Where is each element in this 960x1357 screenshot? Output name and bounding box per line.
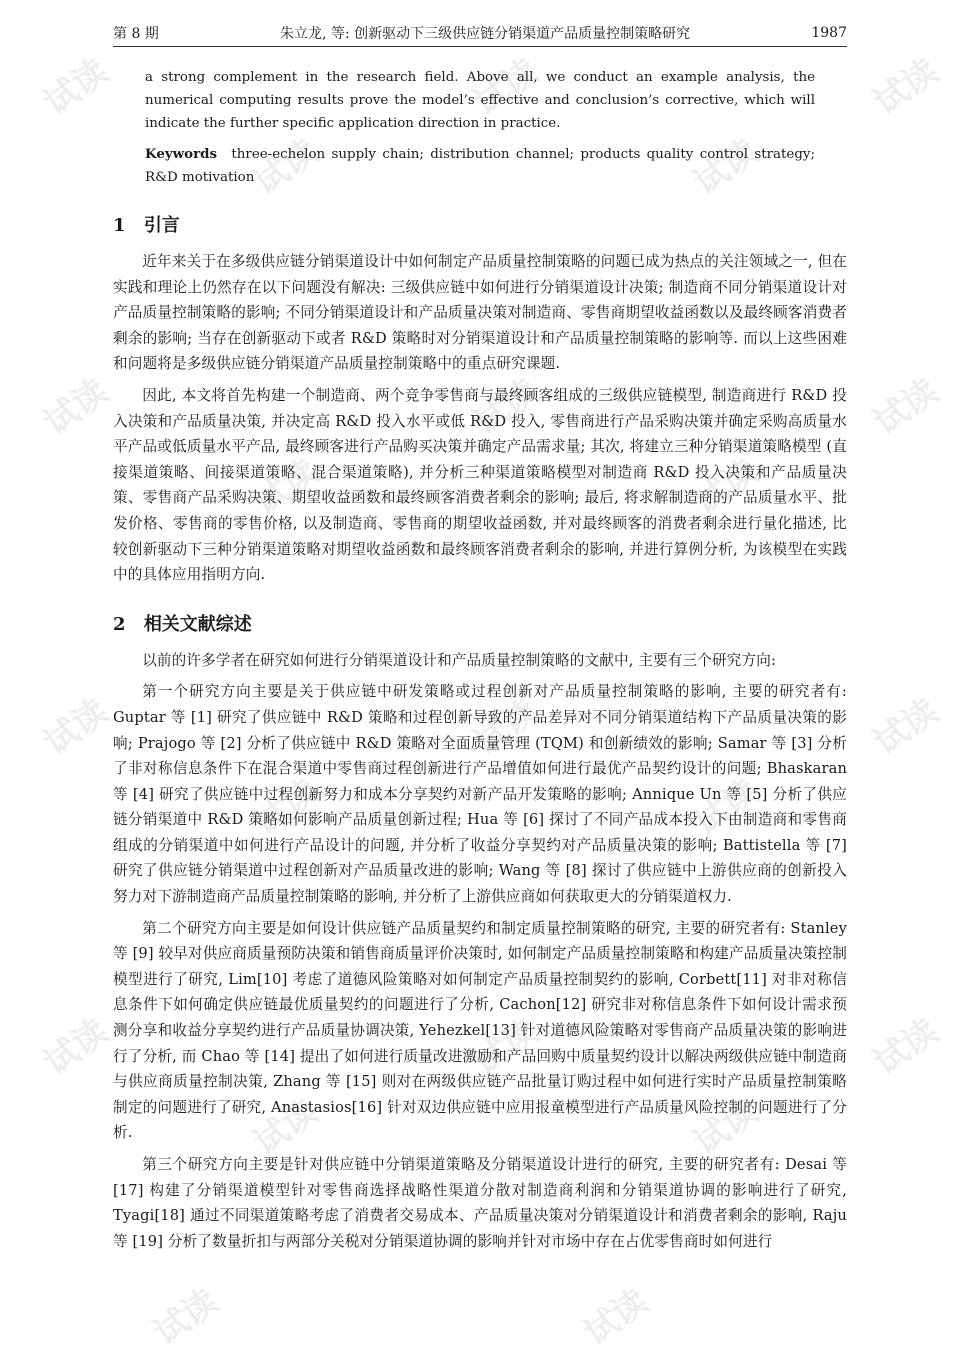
watermark-text: 试读	[36, 691, 116, 764]
page-content	[113, 62, 847, 1254]
paragraph: 近年来关于在多级供应链分销渠道设计中如何制定产品质量控制策略的问题已成为热点的关注领域之一, 但在实践和理论上仍然存在以下问题没有解决: 三级供应链中如何进行分销渠道设计决策; 制造商不同分销渠道设计对产品质量控制策略的影响; 不同分销渠道设计和产品质量决策对制造商、零售商期望收益函数以及最终顾客消费者剩余的影响; 当存在创新驱动下或者 R&D 策略时对分销渠道设计和产品质量控制策略的影响等. 而以上这些困难和问题将是多级供应链分销渠道产品质量控制策略中的重点研究课题.	[113, 253, 847, 373]
watermark-text: 试读	[246, 771, 326, 844]
section-heading-2	[113, 610, 847, 636]
keywords-text: three-echelon supply chain; distribution channel; products quality control strategy; R&D motivation	[145, 147, 815, 185]
watermark-text: 试读	[146, 1281, 226, 1354]
watermark-text: 试读	[246, 131, 326, 204]
watermark-text: 试读	[466, 371, 546, 444]
watermark-text: 试读	[466, 1011, 546, 1084]
watermark-text: 试读	[246, 1091, 326, 1164]
watermark-text: 试读	[686, 771, 766, 844]
watermark-text: 试读	[466, 691, 546, 764]
section-title: 相关文献综述	[143, 613, 252, 635]
watermark-text: 试读	[36, 371, 116, 444]
watermark-text: 试读	[866, 371, 946, 444]
paragraph: 因此, 本文将首先构建一个制造商、两个竞争零售商与最终顾客组成的三级供应链模型, 制造商进行 R&D 投入决策和产品质量决策, 并决定高 R&D 投入水平或低 R&D 投入, 零售商进行产品采购决策并确定采购高质量水平产品或低质量水平产品, 最终顾客进行产品购买决策并确定产品需求量; 其次, 将建立三种分销渠道策略模型 (直接渠道策略、间接渠道策略、混合渠道策略), 并分析三种渠道策略模型对制造商 R&D 投入决策和产品质量决策、零售商产品采购决策、期望收益函数和最终顾客消费者剩余的影响; 最后, 将求解制造商的产品质量水平、批发价格、零售商的零售价格, 以及制造商、零售商的期望收益函数, 并对最终顾客的消费者剩余进行量化描述, 比较创新驱动下三种分销渠道策略对期望收益函数和最终顾客消费者剩余的影响, 并进行算例分析, 为该模型在实践中的具体应用指明方向.	[113, 386, 847, 584]
watermark-text: 试读	[686, 131, 766, 204]
paragraph: 以前的许多学者在研究如何进行分销渠道设计和产品质量控制策略的文献中, 主要有三个研究方向:	[142, 651, 777, 669]
keywords-label: Keywords	[145, 146, 218, 162]
section-number: 2	[113, 613, 126, 635]
watermark-text: 试读	[686, 451, 766, 524]
issue-label: 第 8 期	[113, 26, 159, 42]
section-title: 引言	[143, 215, 180, 236]
paragraph: 第一个研究方向主要是关于供应链中研发策略或过程创新对产品质量控制策略的影响, 主要的研究者有: Guptar 等 [1] 研究了供应链中 R&D 策略和过程创新导致的产品差异对不同分销渠道结构下产品质量决策的影响; Prajogo 等 [2] 分析了供应链中 R&D 策略对全面质量管理 (TQM) 和创新绩效的影响; Samar 等 [3] 分析了非对称信息条件下在混合渠道中零售商过程创新进行产品增值如何进行最优产品契约设计的问题; Bhaskaran 等 [4] 研究了供应链中过程创新努力和成本分享契约对新产品开发策略的影响; Annique Un 等 [5] 分析了供应链分销渠道中 R&D 策略如何影响产品质量创新过程; Hua 等 [6] 探讨了不同产品成本投入下由制造商和零售商组成的分销渠道中如何进行产品设计的问题, 并分析了收益分享契约对产品质量决策的影响; Battistella 等 [7] 研究了供应链分销渠道中过程创新对产品质量改进的影响; Wang 等 [8] 探讨了供应链中上游供应商的创新投入努力对下游制造商产品质量控制策略的影响, 并分析了上游供应商如何获取更大的分销渠道权力.	[113, 683, 847, 906]
watermark-text: 试读	[866, 51, 946, 124]
watermark-text: 试读	[576, 1281, 656, 1354]
watermark-text: 试读	[466, 51, 546, 124]
running-header	[113, 20, 847, 47]
watermark-text: 试读	[36, 1011, 116, 1084]
watermark-text: 试读	[866, 691, 946, 764]
section-number: 1	[113, 215, 126, 236]
paragraph: 第二个研究方向主要是如何设计供应链产品质量契约和制定质量控制策略的研究, 主要的研究者有: Stanley 等 [9] 较早对供应商质量预防决策和销售商质量评价决策时, 如何制定产品质量控制策略和构建产品质量决策控制模型进行了研究, Lim[10] 考虑了道德风险策略对如何制定产品质量控制契约的影响, Corbett[11] 对非对称信息条件下如何确定供应链最优质量契约的问题进行了分析, Cachon[12] 研究非对称信息条件下如何设计需求预测分享和收益分享契约进行产品质量协调决策, Yehezkel[13] 针对道德风险策略对零售商产品质量决策的影响进行了分析, 而 Chao 等 [14] 提出了如何进行质量改进激励和产品回购中质量契约设计以解决两级供应链中制造商与供应商质量控制决策, Zhang 等 [15] 则对在两级供应链产品批量订购过程中如何进行实时产品质量控制策略制定的问题进行了研究, Anastasios[16] 针对双边供应链中应用报童模型进行产品质量风险控制的问题进行了分析.	[113, 919, 847, 1142]
page-number: 1987	[811, 25, 847, 41]
abstract-tail: a strong complement in the research field. Above all, we conduct an example analysis, the numerical computing results prove the model’s effective and conclusion’s corrective, which will indicate the further specific application direction in practice.	[145, 70, 815, 131]
section-heading-1	[113, 211, 847, 237]
watermark-text: 试读	[686, 1091, 766, 1164]
keywords	[145, 143, 815, 189]
watermark-text: 试读	[246, 451, 326, 524]
paragraph: 第三个研究方向主要是针对供应链中分销渠道策略及分销渠道设计进行的研究, 主要的研究者有: Desai 等 [17] 构建了分销渠道模型针对零售商选择战略性渠道分散对制造商利润和分销渠道协调的影响进行了研究, Tyagi[18] 通过不同渠道策略考虑了消费者交易成本、产品质量决策对分销渠道设计和消费者剩余的影响, Raju 等 [19] 分析了数量折扣与两部分关税对分销渠道协调的影响并针对市场中存在占优零售商时如何进行	[113, 1156, 847, 1250]
running-title: 朱立龙, 等: 创新驱动下三级供应链分销渠道产品质量控制策略研究	[280, 26, 691, 42]
watermark-text: 试读	[36, 51, 116, 124]
watermark-text: 试读	[866, 1011, 946, 1084]
